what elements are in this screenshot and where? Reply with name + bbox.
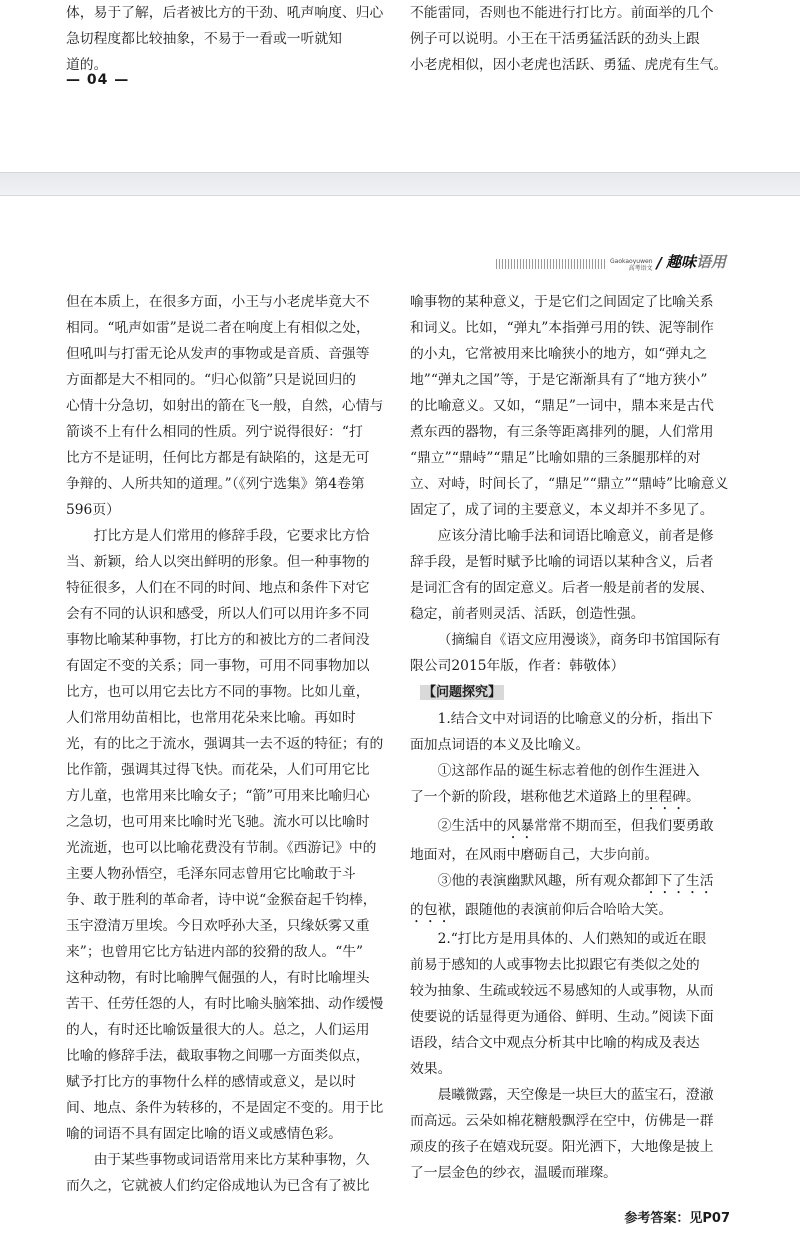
text-line	[410, 784, 740, 813]
text-segment: 常常不期而至，但我们要勇敢	[534, 818, 714, 834]
column-title-part-b: 语用	[695, 253, 726, 271]
text-line: 主要人物孙悟空，毛泽东同志曾用它比喻敢于斗	[66, 866, 356, 882]
text-line: 急切程度都比较抽象，不易于一看或一听就知	[66, 31, 342, 47]
text-line: 特征很多，人们在不同的时间、地点和条件下对它	[66, 580, 370, 596]
text-line: 的小丸，它常被用来比喻狭小的地方，如“弹丸之	[410, 346, 707, 362]
text-line: “鼎立”“鼎峙”“鼎足”比喻如鼎的三条腿那样的对	[410, 450, 701, 466]
text-line: 光，有的比之于流水，强调其一去不返的特征；有的	[66, 736, 384, 752]
text-line	[410, 813, 740, 842]
question-1-item-2	[410, 813, 740, 868]
text-line: 语段，结合文中观点分析其中比喻的构成及表达	[410, 1035, 700, 1051]
text-line: 地”“弹丸之国”等，于是它渐渐具有了“地方狭小”	[410, 372, 708, 388]
text-line: 喻的词语不具有固定比喻的语义或感情色彩。	[66, 1126, 342, 1142]
text-line: 面加点词语的本义及比喻义。	[410, 737, 590, 753]
text-line: 不能雷同，否则也不能进行打比方。前面举的几个	[410, 5, 714, 21]
text-line: 光流逝，也可以比喻花费没有节制。《西游记》中的	[66, 840, 377, 856]
text-line: 但在本质上，在很多方面，小王与小老虎毕竟大不	[66, 294, 370, 310]
header-hatch-decoration	[496, 259, 606, 269]
text-line: 箭谈不上有什么相同的性质。列宁说得很好：“打	[66, 424, 363, 440]
text-line: 体，易于了解，后者被比方的干劲、吼声响度、归心	[66, 5, 384, 21]
text-line: 比方不是证明，任何比方都是有缺陷的，这是无可	[66, 450, 370, 466]
text-line: 赋予打比方的事物什么样的感情或意义，是以时	[66, 1074, 356, 1090]
reading-passage	[410, 1082, 740, 1186]
text-line: 晨曦微露，天空像是一块巨大的蓝宝石，澄澈	[437, 1087, 714, 1103]
previous-page-right-column	[410, 0, 736, 78]
source-citation	[410, 627, 740, 679]
page-number: — 04 —	[66, 72, 130, 88]
text-line: 煮东西的器物，有三条等距离排列的腿，人们常用	[410, 424, 714, 440]
text-line: 辞手段，是暂时赋予比喻的词语以某种含义，后者	[410, 554, 714, 570]
question-header-label: 【问题探究】	[420, 685, 504, 700]
text-segment: ③他的表演幽默风趣，所有观众都	[437, 873, 645, 889]
text-line: 相同。“吼声如雷”是说二者在响度上有相似之处，	[66, 320, 370, 336]
text-line: 当、新颖，给人以突出鲜明的形象。但一种事物的	[66, 554, 370, 570]
left-column	[66, 289, 388, 1199]
text-segment: ，跟随他的表演前仰后合哈哈大笑。	[451, 902, 673, 918]
text-line: 效果。	[410, 1061, 452, 1077]
question-2	[410, 926, 740, 1082]
text-line: 稳定，前者则灵活、活跃，创造性强。	[410, 606, 645, 622]
text-line: 是词汇含有的固定意义。后者一般是前者的发展、	[410, 580, 714, 596]
text-line: 争、敢于胜利的革命者，诗中说“金猴奋起千钧棒，	[66, 892, 377, 908]
text-line: 前易于感知的人或事物去比拟跟它有类似之处的	[410, 957, 700, 973]
text-line: 的比喻意义。又如，“鼎足”一词中，鼎本来是古代	[410, 398, 714, 414]
dotted-word: 的包袱	[410, 902, 452, 918]
paragraph	[66, 1147, 388, 1199]
text-line: 596页）	[66, 502, 120, 518]
text-line: 道的。	[66, 57, 108, 73]
text-line: 玉宇澄清万里埃。今日欢呼孙大圣，只缘妖雾又重	[66, 918, 370, 934]
question-section-header	[420, 679, 740, 706]
text-line: 但吼叫与打雷无论从发声的事物或是音质、音强等	[66, 346, 370, 362]
text-line: 了一层金色的纱衣，温暖而璀璨。	[410, 1165, 617, 1181]
text-line: 苦干、任劳任怨的人，有时比喻头脑笨拙、动作缓慢	[66, 996, 384, 1012]
brand-english: Gaokaoyuwen	[610, 258, 653, 265]
paragraph	[66, 289, 388, 523]
text-line: ①这部作品的诞生标志着他的创作生涯进入	[437, 763, 700, 779]
text-line: 1.结合文中对词语的比喻意义的分析，指出下	[437, 711, 713, 727]
text-line	[410, 897, 740, 926]
dotted-word: 卸下了生活	[644, 873, 714, 889]
text-line: 地面对，在风雨中磨砺自己，大步向前。	[410, 847, 659, 863]
text-line: 顽皮的孩子在嬉戏玩耍。阳光洒下，大地像是披上	[410, 1139, 714, 1155]
dotted-word: 里程碑	[644, 789, 686, 805]
text-line: 打比方是人们常用的修辞手段，它要求比方恰	[93, 528, 370, 544]
text-line: 方面都是大不相同的。“归心似箭”只是说回归的	[66, 372, 357, 388]
answer-reference: 参考答案：见P07	[624, 1211, 730, 1226]
page-separator	[0, 172, 800, 196]
text-line: 而高远。云朵如棉花糖般飘浮在空中，仿佛是一群	[410, 1113, 714, 1129]
text-line: 比作箭，强调其过得飞快。而花朵，人们可用它比	[66, 762, 370, 778]
text-line: 争辩的、人所共知的道理。”（《列宁选集》第4卷第	[66, 476, 365, 492]
text-line: 比喻的修辞手法，截取事物之间哪一方面类似点，	[66, 1048, 370, 1064]
text-line: 使要说的话显得更为通俗、鲜明、生动。”阅读下面	[410, 1009, 714, 1025]
paragraph	[66, 523, 388, 1147]
question-1	[410, 706, 740, 758]
text-line: 方儿童，也常用来比喻女子；“箭”可用来比喻归心	[66, 788, 370, 804]
text-line: 和词义。比如，“弹丸”本指弹弓用的铁、泥等制作	[410, 320, 714, 336]
text-segment: 了一个新的阶段，堪称他艺术道路上的	[410, 789, 645, 805]
question-1-item-1	[410, 758, 740, 813]
text-line: 而久之，它就被人们约定俗成地认为已含有了被比	[66, 1178, 370, 1194]
text-line: 间、地点、条件为转移的，不是固定不变的。用于比	[66, 1100, 384, 1116]
right-column	[410, 289, 740, 1186]
text-line: 人们常用幼苗相比，也常用花朵来比喻。再如时	[66, 710, 356, 726]
text-line: （摘编自《语文应用漫谈》，商务印书馆国际有	[437, 632, 721, 648]
text-line: 较为抽象、生疏或较远不易感知的人或事物，从而	[410, 983, 714, 999]
text-line: 例子可以说明。小王在干活勇猛活跃的劲头上跟	[410, 31, 700, 47]
previous-page-left-column	[66, 0, 388, 78]
text-line: 心情十分急切，如射出的箭在飞一般，自然，心情与	[66, 398, 384, 414]
text-line: 有固定不变的关系；同一事物，可用不同事物加以	[66, 658, 370, 674]
text-segment: ②生活中的	[437, 818, 507, 834]
text-line: 2.“打比方是用具体的、人们熟知的或近在眼	[437, 931, 707, 947]
header-slash: /	[656, 254, 662, 272]
text-line	[410, 868, 740, 897]
text-line: 应该分清比喻手法和词语比喻意义，前者是修	[437, 528, 714, 544]
text-line: 限公司2015年版，作者：韩敬体）	[410, 658, 625, 674]
magazine-brand	[610, 258, 652, 272]
current-page	[0, 196, 800, 1252]
brand-chinese: 高考语文	[628, 265, 653, 272]
paragraph	[410, 289, 740, 523]
text-line: 来”；也曾用它比方钻进内部的狡猾的敌人。“牛”	[66, 944, 364, 960]
text-line: 事物比喻某种事物，打比方的和被比方的二者间没	[66, 632, 370, 648]
text-line: 这种动物，有时比喻脾气倔强的人，有时比喻埋头	[66, 970, 370, 986]
text-line: 固定了，成了词的主要意义，本义却并不多见了。	[410, 502, 714, 518]
dotted-word: 风暴	[506, 818, 535, 834]
text-line: 之急切，也可用来比喻时光飞驰。流水可以比喻时	[66, 814, 370, 830]
text-line: 立、对峙，时间长了，“鼎足”“鼎立”“鼎峙”比喻意义	[410, 476, 729, 492]
text-line: 的人，有时还比喻饭量很大的人。总之，人们运用	[66, 1022, 370, 1038]
text-line: 小老虎相似，因小老虎也活跃、勇猛、虎虎有生气。	[410, 57, 728, 73]
text-line: 比方，也可以用它去比方不同的事物。比如儿童，	[66, 684, 370, 700]
column-title-part-a: 趣味	[665, 253, 696, 271]
column-title	[666, 251, 726, 272]
text-line: 会有不同的认识和感受，所以人们可以用许多不同	[66, 606, 370, 622]
previous-page-bottom	[0, 0, 800, 172]
text-line: 喻事物的某种意义，于是它们之间固定了比喻关系	[410, 294, 714, 310]
column-header	[496, 251, 726, 272]
paragraph	[410, 523, 740, 627]
text-line: 由于某些事物或词语常用来比方某种事物，久	[93, 1152, 370, 1168]
question-1-item-3	[410, 868, 740, 926]
text-segment: 。	[685, 789, 700, 805]
